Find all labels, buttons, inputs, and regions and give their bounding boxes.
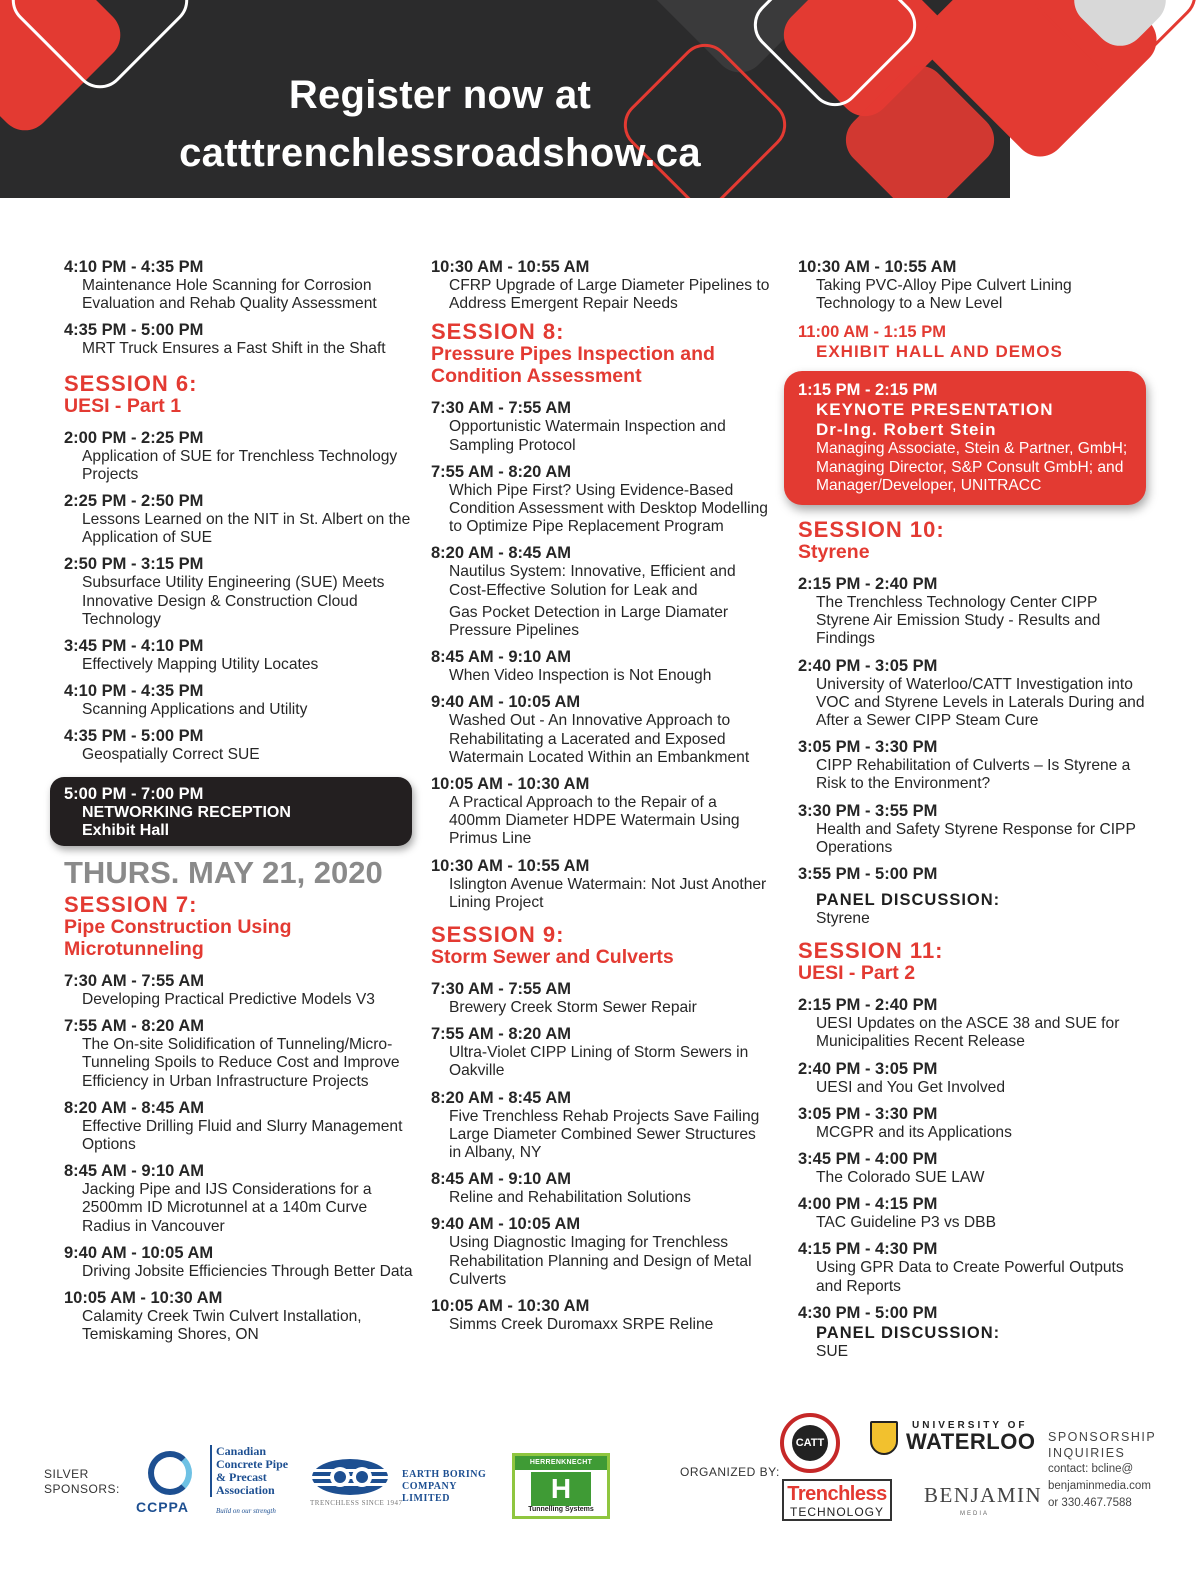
session-heading: SESSION 7: xyxy=(64,892,198,918)
silver-label-line: SILVER xyxy=(44,1467,89,1481)
register-url-link[interactable]: catttrenchlessroadshow.ca xyxy=(179,131,701,175)
talk-title: When Video Inspection is Not Enough xyxy=(449,667,712,685)
waterloo-logo[interactable]: WATERLOO xyxy=(906,1429,1036,1454)
list-item xyxy=(431,399,771,454)
talk-title: Five Trenchless Rehab Projects Save Failing Large Diameter Combined Sewer Structures in Albany, NY xyxy=(449,1107,760,1162)
time-slot: 2:50 PM - 3:15 PM xyxy=(64,555,204,574)
talk-title: CFRP Upgrade of Large Diameter Pipelines to Address Emergent Repair Needs xyxy=(449,277,770,313)
earth-boring-name-line: EARTH BORING xyxy=(402,1469,487,1480)
silver-label-line: SPONSORS: xyxy=(44,1482,120,1496)
time-slot: 4:35 PM - 5:00 PM xyxy=(64,321,204,340)
time-slot: 4:15 PM - 4:30 PM xyxy=(798,1240,938,1259)
herrenknecht-logo[interactable] xyxy=(512,1453,610,1519)
time-slot: 2:15 PM - 2:40 PM xyxy=(798,996,938,1015)
talk-title: Taking PVC-Alloy Pipe Culvert Lining Technology to a New Level xyxy=(816,277,1072,313)
time-slot: 11:00 AM - 1:15 PM xyxy=(798,323,946,342)
talk-title: Application of SUE for Trenchless Technology Projects xyxy=(82,447,398,483)
keynote-box xyxy=(784,371,1146,505)
talk-title: UESI Updates on the ASCE 38 and SUE for Municipalities Recent Release xyxy=(816,1015,1120,1051)
time-slot: 8:20 AM - 8:45 AM xyxy=(64,1098,204,1117)
technology-wordmark: TECHNOLOGY xyxy=(789,1505,884,1519)
time-slot: 3:05 PM - 3:30 PM xyxy=(798,1104,938,1123)
ccppa-name-line: Association xyxy=(216,1483,275,1497)
panel-discussion-item xyxy=(798,1304,1148,1361)
organized-by-label: ORGANIZED BY: xyxy=(680,1465,780,1479)
session-subtitle: Pipe Construction Using Microtunneling xyxy=(64,916,292,961)
talk-title: Geospatially Correct SUE xyxy=(82,746,260,764)
list-item xyxy=(798,258,1148,313)
list-item xyxy=(64,1244,414,1281)
time-slot: 7:30 AM - 7:55 AM xyxy=(64,972,204,991)
time-slot: 8:45 AM - 9:10 AM xyxy=(431,1170,571,1189)
time-slot: 10:30 AM - 10:55 AM xyxy=(431,258,590,276)
time-slot: 7:55 AM - 8:20 AM xyxy=(431,1025,571,1044)
time-slot: 8:45 AM - 9:10 AM xyxy=(64,1162,204,1181)
list-item xyxy=(64,637,414,674)
time-slot: 7:30 AM - 7:55 AM xyxy=(431,980,571,999)
list-item xyxy=(431,857,771,912)
panel-title: PANEL DISCUSSION: xyxy=(816,891,1001,910)
talk-title: CIPP Rehabilitation of Culverts – Is Styrene a Risk to the Environment? xyxy=(816,757,1131,793)
benjamin-media-sub: MEDIA xyxy=(960,1511,990,1517)
talk-title-continued: Gas Pocket Detection in Large Diamater Pressure Pipelines xyxy=(449,603,729,640)
session-heading: SESSION 10: xyxy=(798,517,945,543)
talk-title: MRT Truck Ensures a Fast Shift in the Shaft xyxy=(82,340,386,358)
list-item xyxy=(431,648,771,685)
panel-topic: Styrene xyxy=(816,910,870,928)
keynote-speaker-role: Managing Associate, Stein & Partner, GmbH; Managing Director, S&P Consult GmbH; and Manager/Developer, UNITRACC xyxy=(816,440,1128,494)
time-slot: 9:40 AM - 10:05 AM xyxy=(431,1215,581,1234)
list-item xyxy=(64,321,414,358)
talk-title: Ultra-Violet CIPP Lining of Storm Sewers in Oakville xyxy=(449,1044,749,1080)
list-item xyxy=(64,555,414,629)
trenchless-technology-logo[interactable] xyxy=(782,1479,892,1521)
time-slot: 2:40 PM - 3:05 PM xyxy=(798,656,938,675)
time-slot: 3:05 PM - 3:30 PM xyxy=(798,738,938,757)
register-line: Register now at xyxy=(288,73,592,117)
talk-title: Effective Drilling Fluid and Slurry Management Options xyxy=(82,1117,403,1154)
time-slot: 10:30 AM - 10:55 AM xyxy=(798,258,957,276)
list-item xyxy=(798,1240,1148,1295)
sponsors-footer xyxy=(0,1405,1200,1575)
talk-title: Subsurface Utility Engineering (SUE) Meets Innovative Design & Construction Cloud Technology xyxy=(82,574,385,628)
list-item xyxy=(798,802,1148,857)
header-banner xyxy=(0,0,1200,198)
talk-title: Maintenance Hole Scanning for Corrosion Evaluation and Rehab Quality Assessment xyxy=(82,277,377,313)
talk-title: The Trenchless Technology Center CIPP Styrene Air Emission Study - Results and Findings xyxy=(816,594,1101,648)
talk-title: Washed Out - An Innovative Approach to Rehabilitating a Lacerated and Exposed Watermain Located Within an Embankment xyxy=(449,712,750,766)
list-item xyxy=(64,727,414,764)
talk-title: Scanning Applications and Utility xyxy=(82,701,308,719)
talk-title: Driving Jobsite Efficiencies Through Better Data xyxy=(82,1262,413,1280)
time-slot: 8:45 AM - 9:10 AM xyxy=(431,648,571,667)
list-item xyxy=(64,682,414,719)
session-heading: SESSION 9: xyxy=(431,922,565,948)
event-title: EXHIBIT HALL AND DEMOS xyxy=(816,342,1063,362)
benjamin-media-logo[interactable]: BENJAMIN xyxy=(924,1483,1043,1507)
list-item xyxy=(64,972,414,1009)
catt-seal-text: CATT xyxy=(792,1425,828,1461)
talk-title: Using GPR Data to Create Powerful Outputs and Reports xyxy=(816,1259,1124,1295)
talk-title: Calamity Creek Twin Culvert Installation, Temiskaming Shores, ON xyxy=(82,1308,362,1344)
ccppa-name-line: Canadian xyxy=(216,1444,267,1458)
list-item xyxy=(431,1297,771,1334)
talk-title: Lessons Learned on the NIT in St. Albert on the Application of SUE xyxy=(82,511,411,547)
talk-title: Using Diagnostic Imaging for Trenchless Rehabilitation Planning and Design of Metal Culverts xyxy=(449,1234,752,1288)
sponsorship-heading: INQUIRIES xyxy=(1048,1446,1126,1460)
time-slot: 2:25 PM - 2:50 PM xyxy=(64,492,204,511)
list-item xyxy=(64,1289,414,1344)
schedule-column-2 xyxy=(431,258,771,1342)
talk-title: TAC Guideline P3 vs DBB xyxy=(816,1214,996,1232)
list-item xyxy=(64,1162,414,1236)
exhibit-hall-item xyxy=(798,323,1148,361)
list-item xyxy=(431,693,771,767)
list-item xyxy=(64,492,414,547)
session-subtitle: UESI - Part 2 xyxy=(798,962,916,985)
ccppa-abbreviation: CCPPA xyxy=(136,1499,189,1515)
list-item xyxy=(798,1060,1148,1097)
time-slot: 7:30 AM - 7:55 AM xyxy=(431,399,571,418)
session-subtitle: Storm Sewer and Culverts xyxy=(431,946,674,969)
time-slot: 1:15 PM - 2:15 PM xyxy=(798,381,938,400)
talk-title: Jacking Pipe and IJS Considerations for a 2500mm ID Microtunnel at a 140m Curve Radius in Vancouver xyxy=(82,1181,372,1235)
list-item xyxy=(431,1215,771,1289)
waterloo-university-of: UNIVERSITY OF xyxy=(912,1420,1028,1431)
time-slot: 9:40 AM - 10:05 AM xyxy=(431,693,581,712)
list-item xyxy=(431,1025,771,1080)
list-item xyxy=(798,738,1148,793)
silver-sponsors-label xyxy=(44,1467,120,1497)
ccppa-name xyxy=(210,1445,288,1497)
earth-boring-name-line: COMPANY LIMITED xyxy=(402,1481,457,1504)
sponsorship-contact[interactable]: benjaminmedia.com xyxy=(1048,1480,1151,1492)
session-subtitle: UESI - Part 1 xyxy=(64,394,182,417)
sponsorship-inquiries xyxy=(1048,1429,1156,1512)
time-slot: 4:10 PM - 4:35 PM xyxy=(64,682,204,701)
talk-title: Health and Safety Styrene Response for CIPP Operations xyxy=(816,820,1136,856)
ccppa-circle-icon xyxy=(148,1451,192,1495)
list-item xyxy=(431,1170,771,1207)
session-heading: SESSION 11: xyxy=(798,938,944,964)
time-slot: 10:05 AM - 10:30 AM xyxy=(431,1297,590,1316)
herrenknecht-name: HERRENKNECHT xyxy=(515,1456,607,1470)
list-item xyxy=(431,258,771,313)
time-slot: 2:40 PM - 3:05 PM xyxy=(798,1059,938,1078)
earth-boring-name xyxy=(402,1469,500,1505)
time-slot: 7:55 AM - 8:20 AM xyxy=(431,462,571,481)
time-slot: 3:55 PM - 5:00 PM xyxy=(798,865,938,884)
time-slot: 4:00 PM - 4:15 PM xyxy=(798,1195,938,1214)
day-heading: THURS. MAY 21, 2020 xyxy=(64,855,383,891)
list-item xyxy=(798,1195,1148,1232)
list-item xyxy=(431,1089,771,1163)
talk-title: University of Waterloo/CATT Investigation into VOC and Styrene Levels in Laterals During and After a Sewer CIPP Steam Cure xyxy=(816,675,1145,730)
register-heading xyxy=(140,66,740,182)
time-slot: 8:20 AM - 8:45 AM xyxy=(431,1088,571,1107)
talk-title: Effectively Mapping Utility Locates xyxy=(82,656,319,674)
list-item xyxy=(431,544,771,640)
time-slot: 2:00 PM - 2:25 PM xyxy=(64,428,204,447)
list-item xyxy=(431,775,771,849)
panel-discussion-item xyxy=(798,865,1148,928)
time-slot: 4:30 PM - 5:00 PM xyxy=(798,1303,938,1322)
time-slot: 5:00 PM - 7:00 PM xyxy=(64,784,204,803)
time-slot: 10:30 AM - 10:55 AM xyxy=(431,856,590,875)
trenchless-wordmark: Trenchless xyxy=(787,1483,887,1505)
catt-logo[interactable] xyxy=(780,1413,840,1473)
time-slot: 9:40 AM - 10:05 AM xyxy=(64,1243,214,1262)
waterloo-shield-icon xyxy=(870,1421,898,1455)
sponsorship-phone[interactable]: or 330.467.7588 xyxy=(1048,1497,1132,1509)
sponsorship-contact[interactable]: contact: bcline@ xyxy=(1048,1463,1134,1475)
time-slot: 7:55 AM - 8:20 AM xyxy=(64,1017,204,1036)
earth-boring-icon xyxy=(310,1457,390,1497)
session-subtitle: Pressure Pipes Inspection and Condition Assessment xyxy=(431,343,715,388)
list-item xyxy=(431,463,771,537)
ccppa-name-line: Concrete Pipe xyxy=(216,1457,289,1471)
time-slot: 4:10 PM - 4:35 PM xyxy=(64,258,204,276)
talk-title: The On-site Solidification of Tunneling/Micro-Tunneling Spoils to Reduce Cost and Improve Efficiency in Urban Infrastructure Projects xyxy=(82,1036,400,1090)
list-item xyxy=(431,980,771,1017)
time-slot: 10:05 AM - 10:30 AM xyxy=(431,775,590,794)
keynote-title: KEYNOTE PRESENTATION xyxy=(816,400,1054,420)
list-item xyxy=(798,1150,1148,1187)
time-slot: 10:05 AM - 10:30 AM xyxy=(64,1289,223,1308)
list-item xyxy=(64,1017,414,1091)
talk-title: Nautilus System: Innovative, Efficient and Cost-Effective Solution for Leak and xyxy=(449,563,736,599)
session-subtitle: Styrene xyxy=(798,541,870,564)
list-item xyxy=(798,996,1148,1051)
list-item xyxy=(798,1105,1148,1142)
session-heading: SESSION 6: xyxy=(64,370,198,396)
event-location: Exhibit Hall xyxy=(82,821,170,839)
talk-title: Islington Avenue Watermain: Not Just Another Lining Project xyxy=(449,875,767,911)
time-slot: 3:45 PM - 4:10 PM xyxy=(64,637,204,656)
list-item xyxy=(64,429,414,484)
herrenknecht-h-icon: H xyxy=(531,1472,591,1506)
schedule-column-1 xyxy=(64,258,414,1352)
list-item xyxy=(64,258,414,313)
sponsorship-heading: SPONSORSHIP xyxy=(1048,1430,1157,1444)
list-item xyxy=(798,657,1148,731)
time-slot: 3:30 PM - 3:55 PM xyxy=(798,801,938,820)
time-slot: 3:45 PM - 4:00 PM xyxy=(798,1150,938,1169)
time-slot: 8:20 AM - 8:45 AM xyxy=(431,544,571,563)
herrenknecht-tagline: Tunnelling Systems xyxy=(528,1506,594,1513)
list-item xyxy=(64,1099,414,1154)
event-title: NETWORKING RECEPTION xyxy=(82,803,291,821)
talk-title: Brewery Creek Storm Sewer Repair xyxy=(449,999,697,1017)
ccppa-tagline: Build on our strength xyxy=(216,1507,276,1515)
talk-title: The Colorado SUE LAW xyxy=(816,1169,985,1187)
panel-title: PANEL DISCUSSION: xyxy=(816,1323,1001,1342)
ccppa-name-line: & Precast xyxy=(216,1470,267,1484)
list-item xyxy=(798,575,1148,649)
networking-reception-box xyxy=(50,777,412,846)
keynote-speaker: Dr-Ing. Robert Stein xyxy=(816,420,997,440)
earth-boring-tagline: TRENCHLESS SINCE 1947 xyxy=(310,1499,403,1507)
panel-topic: SUE xyxy=(816,1342,849,1360)
schedule-column-3 xyxy=(798,258,1148,1369)
ccppa-logo[interactable] xyxy=(136,1445,296,1517)
talk-title: Simms Creek Duromaxx SRPE Reline xyxy=(449,1316,714,1334)
talk-title: Which Pipe First? Using Evidence-Based Condition Assessment with Desktop Modelling to Optimize Pipe Replacement Program xyxy=(449,481,768,536)
talk-title: UESI and You Get Involved xyxy=(816,1078,1005,1096)
talk-title: Opportunistic Watermain Inspection and Sampling Protocol xyxy=(449,418,726,454)
time-slot: 4:35 PM - 5:00 PM xyxy=(64,727,204,746)
talk-title: Developing Practical Predictive Models V3 xyxy=(82,991,375,1009)
time-slot: 2:15 PM - 2:40 PM xyxy=(798,575,938,594)
talk-title: MCGPR and its Applications xyxy=(816,1123,1012,1141)
session-heading: SESSION 8: xyxy=(431,319,565,345)
talk-title: Reline and Rehabilitation Solutions xyxy=(449,1189,691,1207)
talk-title: A Practical Approach to the Repair of a 400mm Diameter HDPE Watermain Using Primus Line xyxy=(449,794,740,848)
earth-boring-logo[interactable] xyxy=(310,1457,500,1517)
